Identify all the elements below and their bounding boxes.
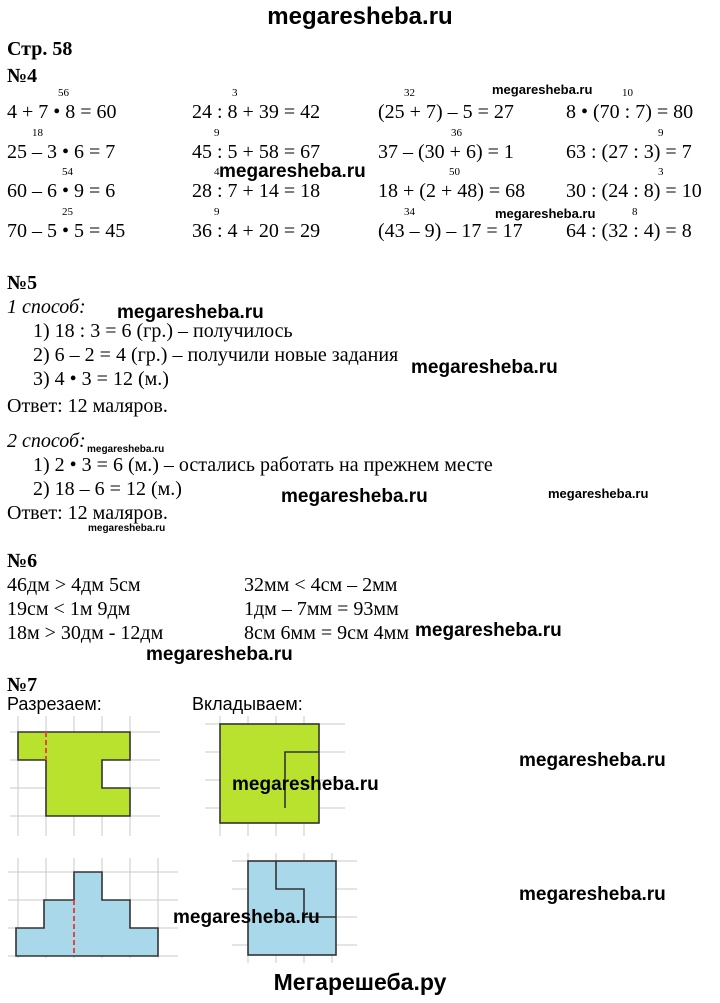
watermark[interactable]: megaresheba.ru — [495, 206, 596, 221]
task4-hint: 36 — [451, 127, 462, 139]
blue-shape — [16, 872, 158, 956]
watermark[interactable]: megaresheba.ru — [519, 750, 666, 771]
task4-equation: 24 : 8 + 39 = 42 — [192, 101, 321, 123]
insert-label: Вкладываем: — [192, 694, 303, 714]
task4-equation: (43 – 9) – 17 = 17 — [378, 220, 523, 242]
task4-hint: 34 — [404, 206, 415, 218]
blue-figure-cut — [8, 858, 183, 958]
watermark[interactable]: megaresheba.ru — [173, 907, 320, 928]
task4-hint: 9 — [214, 127, 220, 139]
method1-step-3: 3) 4 • 3 = 12 (м.) — [33, 368, 169, 390]
method1-step-2: 2) 6 – 2 = 4 (гр.) – получили новые задания — [33, 344, 399, 366]
task4-equation: 37 – (30 + 6) = 1 — [378, 141, 514, 163]
task4-hint: 9 — [214, 206, 220, 218]
task4-equation: 18 + (2 + 48) = 68 — [378, 180, 526, 202]
task4-hint: 3 — [658, 166, 664, 178]
task4-hint: 25 — [62, 206, 73, 218]
watermark[interactable]: megaresheba.ru — [519, 884, 666, 905]
watermark[interactable]: megaresheba.ru — [146, 644, 293, 665]
task4-hint: 8 — [632, 206, 638, 218]
method2-label: 2 способ: — [7, 430, 86, 452]
task6-right-3: 8см 6мм = 9см 4мм — [244, 622, 409, 644]
task6-right-2: 1дм – 7мм = 93мм — [244, 598, 399, 620]
task6-right-1: 32мм < 4см – 2мм — [244, 574, 398, 596]
cut-label: Разрезаем: — [7, 694, 102, 714]
task4-equation: 60 – 6 • 9 = 6 — [7, 180, 116, 202]
watermark[interactable]: megaresheba.ru — [411, 357, 558, 378]
method2-step-1: 1) 2 • 3 = 6 (м.) – остались работать на прежнем месте — [33, 454, 493, 476]
task4-equation: 25 – 3 • 6 = 7 — [7, 141, 116, 163]
task7-title: №7 — [7, 674, 38, 696]
method1-label: 1 способ: — [7, 296, 86, 318]
task4-hint: 10 — [622, 87, 633, 99]
task4-hint: 32 — [404, 87, 415, 99]
site-header[interactable]: megaresheba.ru — [267, 3, 453, 30]
watermark[interactable]: megaresheba.ru — [548, 486, 649, 501]
task4-equation: 8 • (70 : 7) = 80 — [566, 101, 694, 123]
task6-title: №6 — [7, 550, 38, 572]
watermark[interactable]: megaresheba.ru — [281, 486, 428, 507]
task4-equation: 30 : (24 : 8) = 10 — [566, 180, 702, 202]
task4-hint: 3 — [232, 87, 238, 99]
task4-equation: 45 : 5 + 58 = 67 — [192, 141, 321, 163]
method2-step-2: 2) 18 – 6 = 12 (м.) — [33, 478, 182, 500]
watermark[interactable]: megaresheba.ru — [232, 774, 379, 795]
task6-left-3: 18м > 30дм - 12дм — [7, 622, 164, 644]
watermark[interactable]: megaresheba.ru — [87, 444, 165, 455]
task4-hint: 56 — [58, 87, 69, 99]
task4-hint: 18 — [32, 127, 43, 139]
site-footer[interactable]: Мегарешеба.ру — [273, 969, 447, 995]
task6-left-1: 46дм > 4дм 5см — [7, 574, 141, 596]
watermark[interactable]: megaresheba.ru — [88, 523, 166, 534]
task4-equation: 28 : 7 + 14 = 18 — [192, 180, 321, 202]
watermark[interactable]: megaresheba.ru — [219, 161, 366, 182]
task4-equation: 64 : (32 : 4) = 8 — [566, 220, 692, 242]
task4-equation: 70 – 5 • 5 = 45 — [7, 220, 126, 242]
task4-hint: 50 — [449, 166, 460, 178]
task4-equation: (25 + 7) – 5 = 27 — [378, 101, 514, 123]
task4-hint: 9 — [658, 127, 664, 139]
task4-equation: 36 : 4 + 20 = 29 — [192, 220, 321, 242]
task4-hint: 4 — [214, 166, 220, 178]
watermark[interactable]: megaresheba.ru — [415, 620, 562, 641]
task6-left-2: 19см < 1м 9дм — [7, 598, 131, 620]
task4-title: №4 — [7, 65, 38, 87]
watermark[interactable]: megaresheba.ru — [117, 302, 264, 323]
task4-equation: 4 + 7 • 8 = 60 — [7, 101, 117, 123]
method1-step-1: 1) 18 : 3 = 6 (гр.) – получилось — [33, 320, 293, 342]
green-shape — [18, 732, 130, 816]
method2-answer: Ответ: 12 маляров. — [7, 502, 168, 524]
page-number: Стр. 58 — [7, 38, 73, 60]
task4-hint: 54 — [62, 166, 73, 178]
task5-title: №5 — [7, 272, 38, 294]
task4-equation: 63 : (27 : 3) = 7 — [566, 141, 692, 163]
method1-answer: Ответ: 12 маляров. — [7, 395, 168, 417]
green-figure-cut — [10, 716, 170, 836]
watermark[interactable]: megaresheba.ru — [492, 82, 593, 97]
